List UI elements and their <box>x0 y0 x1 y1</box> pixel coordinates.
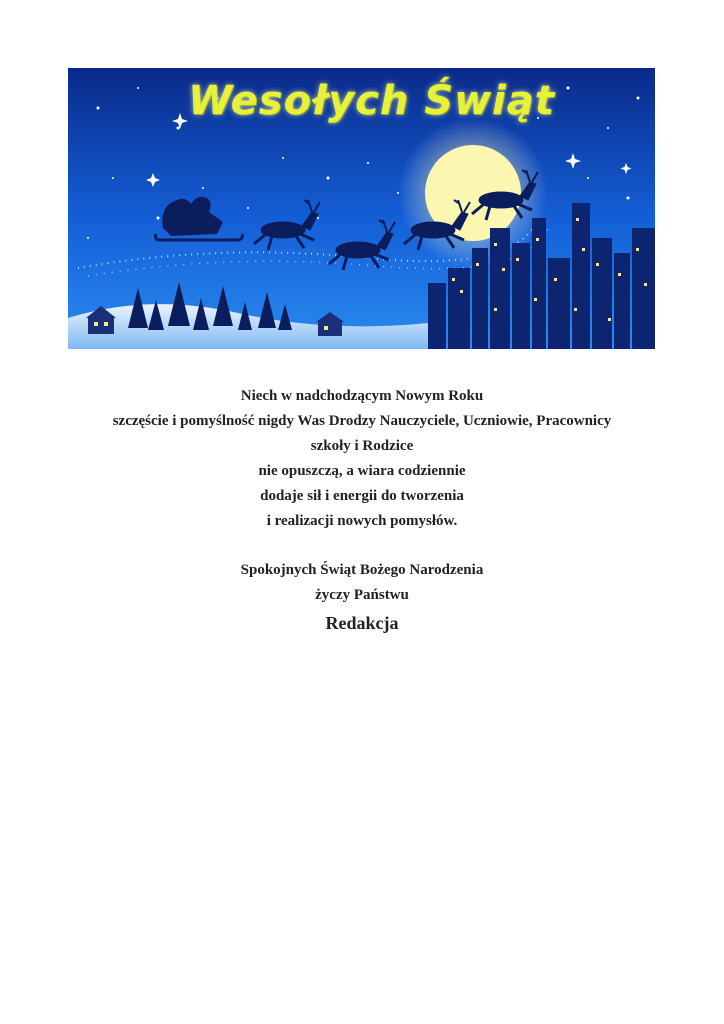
greeting-line-1: Niech w nadchodzącym Nowym Roku <box>240 388 484 404</box>
greeting-line-3: szkoły i Rodzice <box>310 438 414 454</box>
signature: Redakcja <box>325 613 399 633</box>
greeting-line-2: szczęście i pomyślność nigdy Was Drodzy Nauczyciele, Uczniowie, Pracownicy <box>112 413 612 429</box>
paragraph-spacer <box>0 534 724 558</box>
greeting-line-6: i realizacji nowych pomysłów. <box>266 513 458 529</box>
banner-title: Wesołych Świąt <box>188 78 555 124</box>
greeting-text <box>0 384 724 638</box>
closing-line-1: Spokojnych Świąt Bożego Narodzenia <box>240 562 484 578</box>
closing-line-2: życzy Państwu <box>315 587 409 603</box>
greeting-line-4: nie opuszczą, a wiara codziennie <box>258 463 466 479</box>
greeting-line-5: dodaje sił i energii do tworzenia <box>260 488 464 504</box>
christmas-banner-image <box>68 68 655 349</box>
